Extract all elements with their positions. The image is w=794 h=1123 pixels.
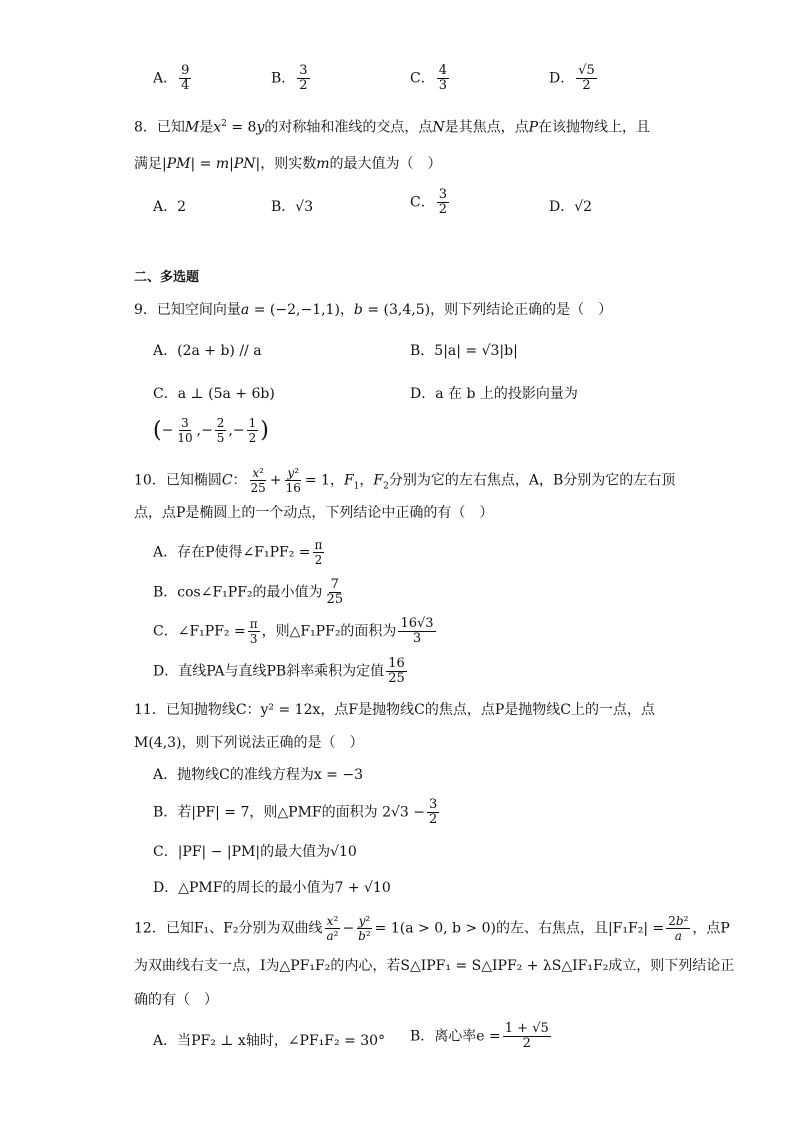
q11-option-b: B．若|PF| = 7，则△PMF的面积为 2√3 − $\frac{3}{2}$: [153, 797, 438, 827]
q9-option-d-vector: (− $\frac{3}{10}$ ,− $\frac{2}{5}$ ,− $\frac{1}{2}$ ): [153, 416, 269, 445]
q7-option-a: A． $\frac{9}{4}$: [153, 63, 190, 93]
section-heading: 二、多选题: [134, 270, 200, 285]
q12-stem-line2: 为双曲线右支一点，I为△PF₁F₂的内心，若S△IPF₁ = S△IPF₂ + λS△IF₁F₂成立，则下列结论正: [134, 958, 735, 974]
q12-stem-line1: 12．已知F₁、F₂分别为双曲线 $\frac{\text{x²}}{\text{a²}}$ − $\frac{\text{y²}}{\text{b²}}$ = 1(a > 0, b > 0)的左、右焦点，且|F₁F₂| = $\frac{\text{2b²}}{a}$ ，点P: [134, 914, 730, 943]
q8-stem-line1: 8．已知M是$x^2 = 8y$的对称轴和准线的交点，点N是其焦点，点P在该抛物线上，且: [134, 119, 651, 136]
q9-option-c: C．a ⊥ (5a + 6b): [153, 386, 275, 402]
q11-stem-line2: M(4,3)，则下列说法正确的是（ ）: [134, 735, 364, 751]
q9-option-a: A．(2a + b) // a: [153, 343, 262, 359]
q12-option-b: B．离心率e = $\frac{1 + √5}{2}$: [410, 1021, 549, 1051]
q11-option-d: D．△PMF的周长的最小值为7 + √10: [153, 880, 391, 896]
q8-option-d: D．√2: [549, 199, 593, 215]
q12-stem-line3: 确的有（ ）: [134, 992, 218, 1008]
q11-option-c: C．|PF| − |PM|的最大值为√10: [153, 844, 357, 860]
q8-option-c: C． $\frac{3}{2}$: [410, 187, 447, 217]
q9-option-d: D．a 在 b 上的投影向量为: [410, 386, 578, 402]
q12-option-a: A．当PF₂ ⊥ x轴时，∠PF₁F₂ = 30°: [153, 1033, 386, 1049]
q8-option-a: A．2: [153, 199, 187, 215]
q10-option-b: B．cos∠F₁PF₂的最小值为 $\frac{7}{25}$: [153, 577, 344, 607]
q9-option-b: B．5|a| = √3|b|: [410, 343, 518, 359]
q8-option-b: B．√3: [271, 199, 314, 215]
q10-stem-line2: 点，点P是椭圆上的一个动点，下列结论中正确的有（ ）: [134, 505, 494, 521]
q10-stem-line1: 10．已知椭圆C： $\frac{\text{x²}}{25}$ + $\frac{\text{y²}}{16}$ = 1，$F_1$，$F_2$分别为它的左右焦点，A，B分别为它的左右顶: [134, 466, 676, 495]
q10-option-c: C．∠F₁PF₂ = $\frac{\pi}{3}$ ，则△F₁PF₂的面积为 $\frac{16√3}{3}$: [153, 616, 434, 646]
q8-stem-line2: 满足|PM| = m|PN|，则实数m的最大值为（ ）: [134, 156, 442, 172]
q7-option-c: C． $\frac{4}{3}$: [410, 63, 447, 93]
q10-option-a: A．存在P使得∠F₁PF₂ = $\frac{\pi}{2}$: [153, 538, 323, 567]
q10-option-d: D．直线PA与直线PB斜率乘积为定值 $\frac{16}{25}$: [153, 656, 405, 686]
q11-stem-line1: 11．已知抛物线C：y² = 12x，点F是抛物线C的焦点，点P是抛物线C上的一点，点: [134, 702, 655, 718]
q9-stem: 9．已知空间向量a = (−2,−1,1)，b = (3,4,5)，则下列结论正确的是（ ）: [134, 302, 613, 318]
q7-option-d: D． $\frac{√5}{2}$: [549, 63, 595, 93]
q11-option-a: A．抛物线C的准线方程为x = −3: [153, 767, 363, 783]
q7-option-b: B． $\frac{3}{2}$: [271, 63, 308, 93]
